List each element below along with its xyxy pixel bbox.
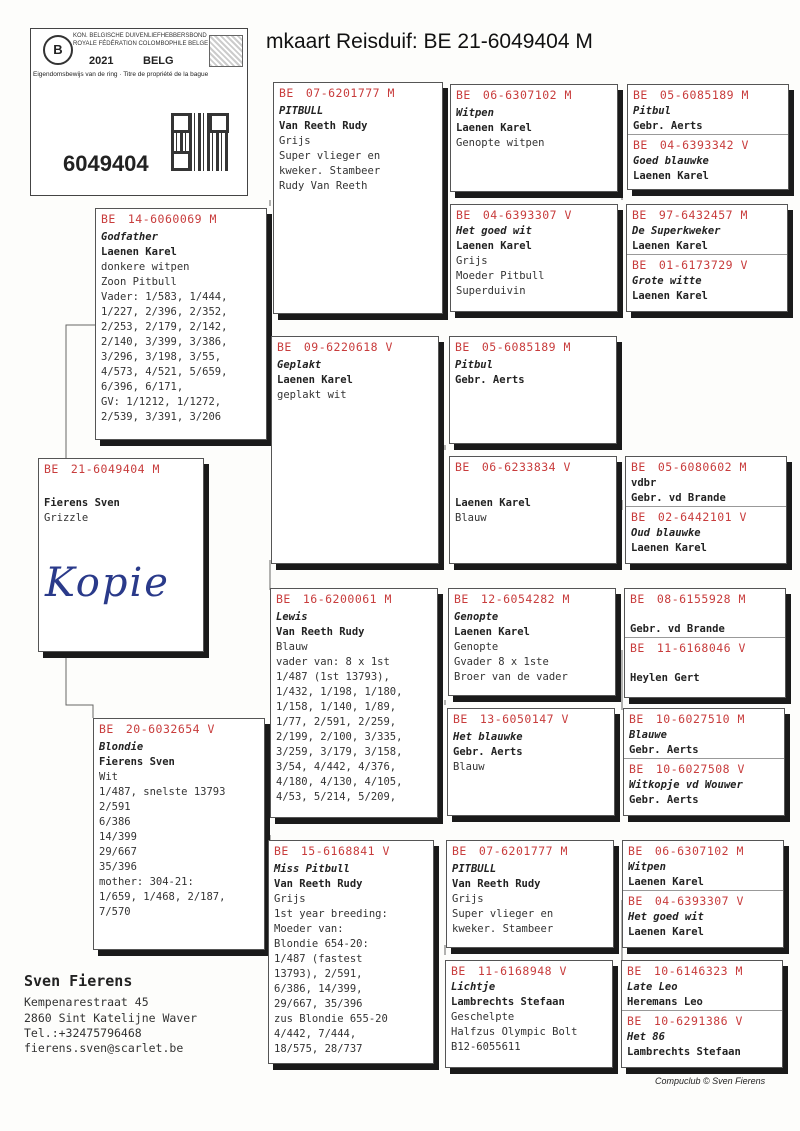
pigeon-detail-line: GV: 1/1212, 1/1272, [101,396,222,408]
pigeon-detail-line: Grizzle [44,512,89,524]
country-code: BE [276,592,291,606]
pigeon-name: Blondie [99,741,144,753]
ring-number: 01-6173729 V [658,258,748,272]
ring-label [450,337,616,354]
pigeon-name [450,474,616,496]
pigeon-detail-line: 4/53, 5/214, 5/209, [276,791,397,803]
pigeon-owner: Gebr. vd Brande [630,623,725,635]
pigeon-name [625,606,785,622]
pigeon-name: Het 86 [627,1031,665,1043]
pigeon-detail-line: Zoon Pitbull [101,276,177,288]
pigeon-owner: Laenen Karel [456,240,532,252]
qr-code-icon [171,113,229,171]
country-code: BE [633,138,648,152]
pigeon-detail-line: Grijs [452,893,484,905]
page-title: mkaart Reisduif: BE 21-6049404 M [266,30,593,53]
pigeon-detail-line: 2/253, 2/179, 2/142, [101,321,228,333]
pigeon-name: Genopte [454,611,499,623]
ring-label [622,961,782,978]
pigeon-detail-line: 14/399 [99,831,137,843]
ring-number: 07-6201777 M [478,844,568,858]
ring-number: 13-6050147 V [479,712,569,726]
pigeon-detail-line: Superduivin [456,285,526,297]
pigeon-owner: Laenen Karel [455,497,531,509]
ring-label [627,255,787,272]
pigeon-detail-line: kweker. Stambeer [452,923,554,935]
pigeon-detail-line: 13793), 2/591, [274,968,363,980]
ring-label [448,709,614,726]
pigeon-detail-line: 1/659, 1/468, 2/187, [99,891,226,903]
pigeon-detail-line: Blauw [453,761,485,773]
pigeon-detail-line: Grijs [279,135,311,147]
ring-label [628,135,788,152]
pigeon-detail-line: 29/667, 35/396 [274,998,363,1010]
pigeon-detail-line: Blauw [455,512,487,524]
pigeon-detail-line: Genopte witpen [456,137,545,149]
country-code: BE [630,641,645,655]
pigeon-detail-line: B12-6055611 [451,1041,521,1053]
pigeon-name: vdbr [631,477,657,489]
pigeon-detail-line: zus Blondie 655-20 [274,1013,388,1025]
ring-number: 21-6049404 M [70,462,160,476]
pigeon-owner: Fierens Sven [44,497,120,509]
country-code: BE [279,86,294,100]
pigeon-name: De Superkweker [632,225,721,237]
pigeon-owner: Van Reeth Rudy [452,878,541,890]
pigeon-name: Geplakt [277,359,322,371]
country-code: BE [456,88,471,102]
pigeon-detail-line: mother: 304-21: [99,876,194,888]
ring-label [450,457,616,474]
pigeon-detail-line: 3/259, 3/179, 3/158, [276,746,403,758]
country-code: BE [456,208,471,222]
pigeon-detail-line: 1/77, 2/591, 2/259, [276,716,397,728]
country-code: BE [455,340,470,354]
pigeon-detail-line: 2/140, 3/399, 3/386, [101,336,228,348]
pigeon-detail-line: 1/432, 1/198, 1/180, [276,686,403,698]
pigeon-owner: Heylen Gert [630,672,700,684]
pigeon-name [625,655,785,671]
country-code: BE [99,722,114,736]
pigeon-detail-line: 35/396 [99,861,137,873]
pigeon-owner: Laenen Karel [631,542,707,554]
pigeon-detail-line: Blauw [276,641,308,653]
certificate-country: BELG [143,55,174,67]
pigeon-detail-line: 6/396, 6/171, [101,381,184,393]
country-code: BE [451,964,466,978]
ring-number: 11-6168948 V [477,964,567,978]
pigeon-name: Godfather [101,231,158,243]
country-code: BE [277,340,292,354]
ring-label [274,83,442,100]
pigeon-name: Goed blauwke [633,155,709,167]
pigeon-detail-line: 1/487, snelste 13793 [99,786,226,798]
certificate-ring-number: 6049404 [63,151,149,176]
pigeon-pair-4 [625,456,787,564]
pigeon-detail-line: vader van: 8 x 1st [276,656,390,668]
pigeon-detail-line: 3/296, 3/198, 3/55, [101,351,222,363]
ring-number: 10-6027510 M [655,712,745,726]
pigeon-owner: Heremans Leo [627,996,703,1008]
pigeon-owner: Lambrechts Stefaan [451,996,565,1008]
pigeon-card-main [38,458,204,652]
pigeon-detail-line: Blondie 654-20: [274,938,369,950]
ring-label [625,589,785,606]
pigeon-detail-line: 4/442, 7/444, [274,1028,357,1040]
pigeon-card-mmm [445,960,613,1068]
ring-label [272,337,438,354]
ring-number: 04-6393342 V [659,138,749,152]
country-code: BE [628,844,643,858]
ring-label [623,841,783,858]
pigeon-detail-line: 1/227, 2/396, 2/352, [101,306,228,318]
ring-label [446,961,612,978]
pigeon-name: Lewis [276,611,308,623]
pigeon-detail-line: 1/487 (1st 13793), [276,671,390,683]
pigeon-card-ff [273,82,443,314]
pigeon-owner: Laenen Karel [628,876,704,888]
country-code: BE [630,592,645,606]
pigeon-name: Het goed wit [456,225,532,237]
ring-number: 11-6168046 V [656,641,746,655]
ring-number: 10-6027508 V [655,762,745,776]
country-code: BE [452,844,467,858]
federation-name-fr: ROYALE FÉDÉRATION COLOMBOPHILE BELGE [73,41,209,47]
ownership-label: Eigendomsbewijs van de ring · Titre de propriété de la bague [33,71,209,78]
country-code: BE [633,88,648,102]
certificate-year: 2021 [89,55,114,67]
pigeon-pair-5 [624,588,786,698]
ring-label [447,841,613,858]
pigeon-name: Pitbul [455,359,493,371]
pigeon-detail-line: 4/180, 4/130, 4/105, [276,776,403,788]
pigeon-detail-line: 3/54, 4/442, 4/376, [276,761,397,773]
pigeon-name: Witpen [456,107,494,119]
pigeon-owner: Laenen Karel [101,246,177,258]
breeder-email: fierens.sven@scarlet.be [24,1041,184,1055]
ring-label [626,457,786,474]
pigeon-name: Blauwe [629,729,667,741]
ring-label [39,459,203,476]
ring-number: 16-6200061 M [302,592,392,606]
ring-label [625,638,785,655]
ring-label [269,841,433,858]
federation-logo-icon: B [43,35,73,65]
pigeon-owner: Van Reeth Rudy [276,626,365,638]
ring-number: 08-6155928 M [656,592,746,606]
pigeon-name: PITBULL [452,863,497,875]
ring-number: 06-6233834 V [481,460,571,474]
pigeon-detail-line: 6/386, 14/399, [274,983,363,995]
pigeon-owner: Fierens Sven [99,756,175,768]
country-code: BE [627,964,642,978]
pigeon-owner: Laenen Karel [633,170,709,182]
pigeon-detail-line: Gvader 8 x 1ste [454,656,549,668]
pigeon-card-mf [270,588,438,818]
pigeon-detail-line: Moeder van: [274,923,344,935]
pigeon-detail-line: Grijs [456,255,488,267]
breeder-city: 2860 Sint Katelijne Waver [24,1011,198,1025]
pigeon-detail-line: Moeder Pitbull [456,270,545,282]
ring-number: 10-6146323 M [653,964,743,978]
pigeon-detail-line: Vader: 1/583, 1/444, [101,291,228,303]
pigeon-pair-1 [627,84,789,190]
ring-number: 06-6307102 M [654,844,744,858]
handwritten-kopie: Kopie [45,560,170,606]
country-code: BE [454,592,469,606]
ring-label [622,1011,782,1028]
ring-label [96,209,266,226]
pigeon-pair-2 [626,204,788,312]
pigeon-detail-line: Super vlieger en [279,150,381,162]
pigeon-card-mmf [446,840,614,948]
pigeon-card-mm [268,840,434,1064]
pigeon-card-fmf [449,336,617,444]
ring-number: 97-6432457 M [658,208,748,222]
ring-certificate [30,28,248,196]
country-code: BE [44,462,59,476]
ring-label [626,507,786,524]
ring-number: 05-6085189 M [481,340,571,354]
pigeon-detail-line: 4/573, 4/521, 5/659, [101,366,228,378]
ring-label [271,589,437,606]
pigeon-name: PITBULL [279,105,324,117]
pigeon-name [39,476,203,496]
ring-number: 04-6393307 V [482,208,572,222]
ring-number: 02-6442101 V [657,510,747,524]
pigeon-owner: Gebr. Aerts [455,374,525,386]
ring-label [627,205,787,222]
pigeon-card-mff [448,588,616,696]
ring-number: 12-6054282 M [480,592,570,606]
pigeon-name: Pitbul [633,105,671,117]
pigeon-pair-7 [622,840,784,948]
ring-label [449,589,615,606]
pigeon-detail-line: 29/667 [99,846,137,858]
ring-number: 04-6393307 V [654,894,744,908]
pigeon-card-ffm [450,204,618,312]
pigeon-detail-line: 18/575, 28/737 [274,1043,363,1055]
pigeon-detail-line: Halfzus Olympic Bolt [451,1026,578,1038]
pigeon-detail-line: Rudy Van Reeth [279,180,368,192]
pigeon-name: Het goed wit [628,911,704,923]
pigeon-detail-line: 2/539, 3/391, 3/206 [101,411,222,423]
ring-number: 09-6220618 V [303,340,393,354]
ring-number: 10-6291386 V [653,1014,743,1028]
pigeon-owner: Gebr. Aerts [629,794,699,806]
pigeon-owner: Gebr. Aerts [629,744,699,756]
pigeon-detail-line: 6/386 [99,816,131,828]
ring-number: 07-6201777 M [305,86,395,100]
country-code: BE [453,712,468,726]
pigeon-owner: Lambrechts Stefaan [627,1046,741,1058]
pigeon-owner: Gebr. Aerts [453,746,523,758]
pigeon-owner: Van Reeth Rudy [274,878,363,890]
pigeon-owner: Laenen Karel [632,240,708,252]
pigeon-owner: Laenen Karel [632,290,708,302]
federation-name-nl: KON. BELGISCHE DUIVENLIEFHEBBERSBOND [73,33,207,39]
pigeon-detail-line: 2/199, 2/100, 3/335, [276,731,403,743]
country-code: BE [455,460,470,474]
country-code: BE [631,510,646,524]
pigeon-card-mother [93,718,265,950]
pigeon-owner: Gebr. vd Brande [631,492,726,504]
ring-number: 05-6080602 M [657,460,747,474]
pigeon-detail-line: Genopte [454,641,499,653]
copyright-notice: Compuclub © Sven Fierens [655,1076,766,1086]
pigeon-detail-line: 2/591 [99,801,131,813]
country-code: BE [632,258,647,272]
pigeon-detail-line: Geschelpte [451,1011,515,1023]
pigeon-owner: Laenen Karel [277,374,353,386]
pigeon-detail-line: Super vlieger en [452,908,554,920]
country-code: BE [627,1014,642,1028]
ring-label [628,85,788,102]
pigeon-owner: Laenen Karel [628,926,704,938]
ring-label [94,719,264,736]
pigeon-card-fmm [449,456,617,564]
ring-number: 15-6168841 V [300,844,390,858]
pigeon-name: Witpen [628,861,666,873]
pigeon-card-fff [450,84,618,192]
pigeon-detail-line: donkere witpen [101,261,190,273]
pigeon-owner: Van Reeth Rudy [279,120,368,132]
pigeon-name: Witkopje vd Wouwer [629,779,743,791]
pigeon-detail-line: Grijs [274,893,306,905]
pigeon-detail-line: 1/158, 1/140, 1/89, [276,701,397,713]
pigeon-name: Oud blauwke [631,527,701,539]
breeder-name: Sven Fierens [24,972,133,990]
pigeon-detail-line: Broer van de vader [454,671,568,683]
pigeon-detail-line: 1/487 (fastest [274,953,363,965]
ring-number: 06-6307102 M [482,88,572,102]
pigeon-owner: Gebr. Aerts [633,120,703,132]
pigeon-card-fm [271,336,439,564]
pigeon-name: Late Leo [627,981,678,993]
country-code: BE [629,712,644,726]
country-code: BE [632,208,647,222]
pigeon-card-father [95,208,267,440]
pigeon-detail-line: Wit [99,771,118,783]
pigeon-pair-6 [623,708,785,816]
country-code: BE [274,844,289,858]
ring-label [624,759,784,776]
pigeon-emblem-icon [209,35,243,67]
pigeon-name: Lichtje [451,981,496,993]
ring-label [451,85,617,102]
breeder-street: Kempenarestraat 45 [24,995,149,1009]
country-code: BE [631,460,646,474]
pigeon-detail-line: 1st year breeding: [274,908,388,920]
ring-number: 20-6032654 V [125,722,215,736]
country-code: BE [101,212,116,226]
pigeon-detail-line: geplakt wit [277,389,347,401]
pigeon-owner: Laenen Karel [454,626,530,638]
breeder-phone: Tel.:+32475796468 [24,1026,142,1040]
pigeon-detail-line: 7/570 [99,906,131,918]
pigeon-name: Het blauwke [453,731,523,743]
pigeon-card-mfm [447,708,615,816]
ring-label [624,709,784,726]
pigeon-detail-line: kweker. Stambeer [279,165,381,177]
pigeon-owner: Laenen Karel [456,122,532,134]
pigeon-name: Grote witte [632,275,702,287]
ring-label [623,891,783,908]
pigeon-name: Miss Pitbull [274,863,350,875]
pigeon-pair-8 [621,960,783,1068]
ring-number: 05-6085189 M [659,88,749,102]
country-code: BE [628,894,643,908]
ring-number: 14-6060069 M [127,212,217,226]
ring-label [451,205,617,222]
country-code: BE [629,762,644,776]
